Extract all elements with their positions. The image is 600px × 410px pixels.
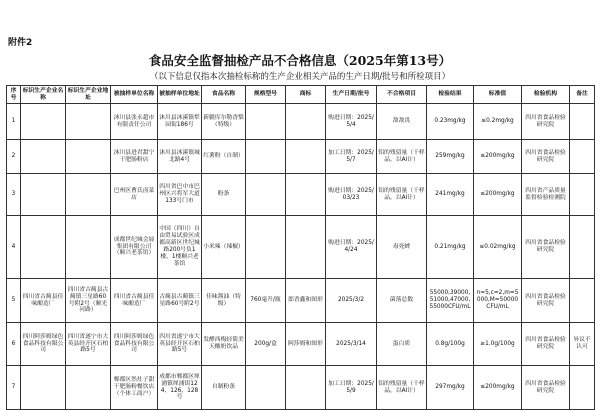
- cell-item: 蛋白质: [377, 323, 427, 366]
- cell-date: 购进日期：2025/03/23: [326, 174, 377, 216]
- cell-agency: 四川省产品质量监督检验检测院: [522, 174, 570, 216]
- cell-sampled-name: 沐川县进君甜宁干肥肠粉店: [111, 140, 158, 174]
- cell-brand: 阿莎姆和图形: [286, 323, 326, 366]
- cell-standard: ≤0.02mg/kg: [474, 216, 522, 279]
- document-subtitle: （以下信息仅指本次抽检标称的生产企业相关产品的生产日期/批号和所检项目）: [149, 72, 451, 82]
- col-header-result: 检验结果: [427, 86, 474, 104]
- cell-sampled-address: 四川省巴中市巴州区兴将军大道133号门市: [158, 174, 202, 216]
- cell-producer-name: [21, 104, 66, 140]
- cell-producer-name: [21, 216, 66, 279]
- cell-producer-address: [66, 104, 111, 140]
- cell-producer-address: 四川省古蔺县古蔺镇三星路60号附2号（顺光河路）: [66, 279, 111, 323]
- cell-spec: [246, 174, 286, 216]
- cell-sampled-name: 成都世纪城会展集团有限公司（顺兴老茶馆）: [111, 216, 158, 279]
- cell-food-name: 新疆库尔勒香梨（特级）: [202, 104, 246, 140]
- cell-brand: [286, 216, 326, 279]
- col-header-note: 备注: [570, 86, 595, 104]
- cell-producer-address: [66, 216, 111, 279]
- col-header-sampled-address: 被抽样单位地址: [158, 86, 202, 104]
- cell-producer-address: [66, 140, 111, 174]
- col-header-agency: 检验机构: [522, 86, 570, 104]
- document-title: 食品安全监督抽检产品不合格信息（2025年第13号）: [148, 53, 452, 68]
- cell-food-name: 红薯粉（自制）: [202, 140, 246, 174]
- table-row: [7, 279, 595, 323]
- cell-sampled-address: 四川省遂宁市大英县经开区石柏路5号: [158, 323, 202, 366]
- col-header-no: 序号: [7, 86, 21, 104]
- cell-producer-address: [66, 366, 111, 410]
- cell-brand: [286, 366, 326, 410]
- cell-date: 2025/3/2: [326, 279, 377, 323]
- cell-item: 铝的残留量（干样品，以Al计）: [377, 140, 427, 174]
- cell-no: 2: [7, 140, 21, 174]
- cell-food-name: 自制粉条: [202, 366, 246, 410]
- cell-note: [570, 216, 595, 279]
- cell-no: 3: [7, 174, 21, 216]
- cell-no: 1: [7, 104, 21, 140]
- cell-sampled-name: 四川阿莎姆绿色食品科技有限公司: [111, 323, 158, 366]
- cell-brand: 郎香鑫和图形: [286, 279, 326, 323]
- cell-agency: 四川省食品检验研究院: [522, 323, 570, 366]
- cell-agency: 四川省食品检验研究院: [522, 104, 570, 140]
- col-header-sampled-name: 被抽样单位名称: [111, 86, 158, 104]
- cell-no: 5: [7, 279, 21, 323]
- cell-note: [570, 366, 595, 410]
- cell-spec: [246, 216, 286, 279]
- table-row: [7, 366, 595, 410]
- cell-food-name: 小米辣（辣椒）: [202, 216, 246, 279]
- cell-agency: 四川省食品检验研究院: [522, 140, 570, 174]
- cell-agency: 四川省食品检验研究院: [522, 366, 570, 410]
- cell-producer-name: 四川阿莎姆绿色食品科技有限公司: [21, 323, 66, 366]
- table-row: [7, 174, 595, 216]
- cell-agency: 四川省食品检验研究院: [522, 279, 570, 323]
- cell-note: [570, 279, 595, 323]
- cell-note: 异议不认可: [570, 323, 595, 366]
- cell-result: 0.21mg/kg: [427, 216, 474, 279]
- cell-date: 购进日期：2025/4/24: [326, 216, 377, 279]
- cell-brand: [286, 140, 326, 174]
- cell-spec: [246, 104, 286, 140]
- table-header-row: [7, 86, 595, 104]
- col-header-producer-address: 标识生产企业地址: [66, 86, 111, 104]
- cell-standard: ≤200mg/kg: [474, 174, 522, 216]
- cell-item: 菌落总数: [377, 279, 427, 323]
- cell-sampled-address: 成都市郫都区犀浦镇犀浦街124、126、128号: [158, 366, 202, 410]
- cell-sampled-address: 中国（四川）自由贸易试验区成都高新区世纪城路200号负1楼、1楼顺兴老茶馆: [158, 216, 202, 279]
- cell-brand: [286, 104, 326, 140]
- cell-spec: 200g/盒: [246, 323, 286, 366]
- cell-standard: ≤200mg/kg: [474, 140, 522, 174]
- col-header-standard: 标准值: [474, 86, 522, 104]
- cell-no: 6: [7, 323, 21, 366]
- cell-agency: 四川省食品检验研究院: [522, 216, 570, 279]
- cell-food-name: 佳味酱油（特级）: [202, 279, 246, 323]
- cell-sampled-name: 四川省古蔺县佳味酿造厂: [111, 279, 158, 323]
- cell-food-name: 粉条: [202, 174, 246, 216]
- cell-sampled-name: 巴州区曹氏卤菜店: [111, 174, 158, 216]
- table-row: [7, 140, 595, 174]
- col-header-date: 生产日期/批号: [326, 86, 377, 104]
- cell-result: 297mg/kg: [427, 366, 474, 410]
- cell-result: 259mg/kg: [427, 140, 474, 174]
- cell-note: [570, 174, 595, 216]
- cell-producer-name: [21, 140, 66, 174]
- cell-spec: [246, 366, 286, 410]
- cell-sampled-address: 古蔺县古蔺镇三星路60号附2号: [158, 279, 202, 323]
- cell-producer-address: [66, 174, 111, 216]
- annex-label: 附件2: [8, 38, 33, 48]
- cell-date: 购进日期：2025/5/4: [326, 104, 377, 140]
- col-header-food-name: 食品名称: [202, 86, 246, 104]
- cell-no: 4: [7, 216, 21, 279]
- cell-item: 敌敌畏: [377, 104, 427, 140]
- cell-producer-address: 四川省遂宁市大英县经开区石柏路5号: [66, 323, 111, 366]
- cell-date: 2025/3/14: [326, 323, 377, 366]
- cell-result: 0.8g/100g: [427, 323, 474, 366]
- cell-producer-name: [21, 366, 66, 410]
- cell-result: 0.23mg/kg: [427, 104, 474, 140]
- col-header-item: 不合格项目: [377, 86, 427, 104]
- cell-item: 毒死蜱: [377, 216, 427, 279]
- cell-item: 铝的残留量（干样品，以Al计）: [377, 366, 427, 410]
- col-header-producer-name: 标识生产企业名称: [21, 86, 66, 104]
- cell-producer-name: [21, 174, 66, 216]
- cell-standard: ≤200mg/kg: [474, 366, 522, 410]
- cell-note: [570, 140, 595, 174]
- cell-food-name: 发酵西梅轻简美天酸奶饮品: [202, 323, 246, 366]
- cell-date: 加工日期：2025/5/9: [326, 366, 377, 410]
- table-row: [7, 104, 595, 140]
- cell-standard: n=5,c=2,m=5000,M=50000CFU/mL: [474, 279, 522, 323]
- col-header-brand: 商标: [286, 86, 326, 104]
- cell-sampled-name: 沐川县张永超市有限责任公司: [111, 104, 158, 140]
- cell-sampled-name: 郫都区然灶子甜干肥肠粉餐饮店（个体工商户）: [111, 366, 158, 410]
- cell-spec: [246, 140, 286, 174]
- cell-standard: ≥1.0g/100g: [474, 323, 522, 366]
- cell-item: 铝的残留量（干样品，以Al计）: [377, 174, 427, 216]
- cell-sampled-address: 沐川县沐溪镇犁园街186号: [158, 104, 202, 140]
- col-header-spec: 规格型号: [246, 86, 286, 104]
- cell-standard: ≤0.2mg/kg: [474, 104, 522, 140]
- table-row: [7, 216, 595, 279]
- cell-brand: [286, 174, 326, 216]
- cell-producer-name: 四川省古蔺县佳味酿造厂: [21, 279, 66, 323]
- cell-sampled-address: 沐川县沐溪镇城北路4号: [158, 140, 202, 174]
- cell-spec: 760毫升/瓶: [246, 279, 286, 323]
- cell-no: 7: [7, 366, 21, 410]
- cell-date: 加工日期：2025/5/7: [326, 140, 377, 174]
- cell-result: 55000,39000,51000,47000,55000CFU/mL: [427, 279, 474, 323]
- nonconforming-table: [6, 85, 595, 410]
- cell-result: 241mg/kg: [427, 174, 474, 216]
- table-row: [7, 323, 595, 366]
- cell-note: [570, 104, 595, 140]
